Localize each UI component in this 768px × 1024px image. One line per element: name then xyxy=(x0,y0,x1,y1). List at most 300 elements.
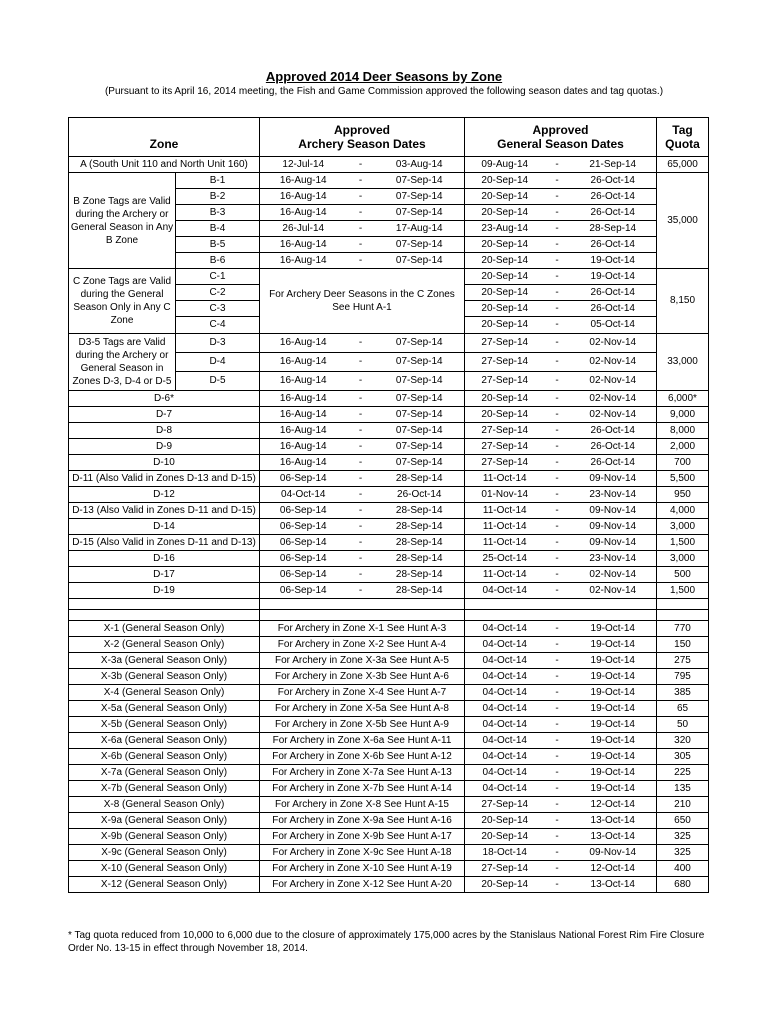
general-start-cell: 20-Sep-14 xyxy=(465,269,545,285)
dash-cell: - xyxy=(545,253,570,269)
dash-cell: - xyxy=(347,157,375,173)
archery-end-cell: 07-Sep-14 xyxy=(375,372,465,391)
dash-cell: - xyxy=(347,471,375,487)
quota-cell: 1,500 xyxy=(657,583,709,599)
archery-end-cell: 28-Sep-14 xyxy=(375,583,465,599)
general-start-cell: 20-Sep-14 xyxy=(465,829,545,845)
general-end-cell: 26-Oct-14 xyxy=(570,285,657,301)
quota-cell: 50 xyxy=(657,717,709,733)
table-row xyxy=(69,845,709,861)
zone-cell: D-8 xyxy=(69,423,260,439)
zone-cell: D-15 (Also Valid in Zones D-11 and D-13) xyxy=(69,535,260,551)
general-end-cell: 02-Nov-14 xyxy=(570,353,657,372)
quota-cell: 135 xyxy=(657,781,709,797)
zone-cell: D-11 (Also Valid in Zones D-13 and D-15) xyxy=(69,471,260,487)
subzone-cell: B-6 xyxy=(176,253,260,269)
dash-cell: - xyxy=(545,733,570,749)
dash-cell: - xyxy=(545,157,570,173)
archery-note-cell: For Archery in Zone X-5b See Hunt A-9 xyxy=(260,717,465,733)
dash-cell: - xyxy=(545,471,570,487)
general-start-cell: 04-Oct-14 xyxy=(465,765,545,781)
zone-cell: X-9c (General Season Only) xyxy=(69,845,260,861)
spacer-cell xyxy=(260,610,465,621)
general-start-cell: 20-Sep-14 xyxy=(465,205,545,221)
zone-group-label: D3-5 Tags are Valid during the Archery or General Season in Zones D-3, D-4 or D-5 xyxy=(69,334,176,391)
quota-cell: 770 xyxy=(657,621,709,637)
table-row xyxy=(69,535,709,551)
table-row xyxy=(69,669,709,685)
general-end-cell: 09-Nov-14 xyxy=(570,535,657,551)
general-start-cell: 04-Oct-14 xyxy=(465,669,545,685)
quota-cell: 33,000 xyxy=(657,334,709,391)
general-start-cell: 04-Oct-14 xyxy=(465,749,545,765)
table-row xyxy=(69,877,709,893)
archery-note-cell: For Archery Deer Seasons in the C Zones See Hunt A-1 xyxy=(260,269,465,334)
page-title: Approved 2014 Deer Seasons by Zone xyxy=(265,69,503,84)
general-end-cell: 23-Nov-14 xyxy=(570,551,657,567)
table-row xyxy=(69,685,709,701)
general-end-cell: 13-Oct-14 xyxy=(570,813,657,829)
general-end-cell: 12-Oct-14 xyxy=(570,797,657,813)
general-start-cell: 11-Oct-14 xyxy=(465,503,545,519)
zone-cell: X-7a (General Season Only) xyxy=(69,765,260,781)
table-row xyxy=(69,423,709,439)
general-start-cell: 20-Sep-14 xyxy=(465,301,545,317)
archery-end-cell: 03-Aug-14 xyxy=(375,157,465,173)
table-row xyxy=(69,733,709,749)
dash-cell: - xyxy=(545,877,570,893)
archery-note-cell: For Archery in Zone X-1 See Hunt A-3 xyxy=(260,621,465,637)
table-row xyxy=(69,439,709,455)
quota-cell: 3,000 xyxy=(657,519,709,535)
spacer-cell xyxy=(465,610,657,621)
dash-cell: - xyxy=(545,334,570,353)
zone-cell: X-1 (General Season Only) xyxy=(69,621,260,637)
general-start-cell: 20-Sep-14 xyxy=(465,285,545,301)
quota-cell: 795 xyxy=(657,669,709,685)
subzone-cell: B-4 xyxy=(176,221,260,237)
general-start-cell: 27-Sep-14 xyxy=(465,439,545,455)
general-end-cell: 02-Nov-14 xyxy=(570,391,657,407)
table-row xyxy=(69,269,709,285)
table-row xyxy=(69,797,709,813)
quota-cell: 8,000 xyxy=(657,423,709,439)
spacer-cell xyxy=(465,599,657,610)
dash-cell: - xyxy=(545,685,570,701)
archery-note-cell: For Archery in Zone X-3b See Hunt A-6 xyxy=(260,669,465,685)
general-end-cell: 26-Oct-14 xyxy=(570,439,657,455)
dash-cell: - xyxy=(545,487,570,503)
dash-cell: - xyxy=(545,205,570,221)
archery-start-cell: 06-Sep-14 xyxy=(260,503,347,519)
zone-cell: X-3b (General Season Only) xyxy=(69,669,260,685)
general-start-cell: 20-Sep-14 xyxy=(465,173,545,189)
general-start-cell: 04-Oct-14 xyxy=(465,583,545,599)
quota-cell: 9,000 xyxy=(657,407,709,423)
dash-cell: - xyxy=(347,439,375,455)
archery-start-cell: 06-Sep-14 xyxy=(260,567,347,583)
dash-cell: - xyxy=(545,583,570,599)
dash-cell: - xyxy=(545,189,570,205)
zone-cell: D-16 xyxy=(69,551,260,567)
archery-start-cell: 16-Aug-14 xyxy=(260,407,347,423)
archery-end-cell: 28-Sep-14 xyxy=(375,503,465,519)
archery-end-cell: 07-Sep-14 xyxy=(375,334,465,353)
quota-cell: 500 xyxy=(657,567,709,583)
subzone-cell: B-2 xyxy=(176,189,260,205)
general-end-cell: 26-Oct-14 xyxy=(570,173,657,189)
table-row xyxy=(69,861,709,877)
dash-cell: - xyxy=(347,253,375,269)
table-row xyxy=(69,701,709,717)
general-end-cell: 02-Nov-14 xyxy=(570,334,657,353)
archery-note-cell: For Archery in Zone X-2 See Hunt A-4 xyxy=(260,637,465,653)
general-end-cell: 13-Oct-14 xyxy=(570,877,657,893)
dash-cell: - xyxy=(545,285,570,301)
dash-cell: - xyxy=(545,845,570,861)
general-start-cell: 20-Sep-14 xyxy=(465,253,545,269)
general-end-cell: 12-Oct-14 xyxy=(570,861,657,877)
general-start-cell: 04-Oct-14 xyxy=(465,637,545,653)
zone-cell: D-17 xyxy=(69,567,260,583)
dash-cell: - xyxy=(545,503,570,519)
footnote: * Tag quota reduced from 10,000 to 6,000 due to the closure of approximately 175,000 acres by the Stanislaus National Forest Rim Fire Closure Order No. 13-15 in effect through November 18, 2014. xyxy=(68,930,705,954)
quota-cell: 650 xyxy=(657,813,709,829)
subzone-cell: B-5 xyxy=(176,237,260,253)
archery-end-cell: 17-Aug-14 xyxy=(375,221,465,237)
general-end-cell: 19-Oct-14 xyxy=(570,733,657,749)
general-start-cell: 20-Sep-14 xyxy=(465,877,545,893)
subzone-cell: C-4 xyxy=(176,317,260,334)
table-row xyxy=(69,487,709,503)
zone-cell: D-13 (Also Valid in Zones D-11 and D-15) xyxy=(69,503,260,519)
archery-end-cell: 07-Sep-14 xyxy=(375,237,465,253)
archery-header: Approved Archery Season Dates xyxy=(260,118,465,157)
table-row xyxy=(69,717,709,733)
general-end-cell: 19-Oct-14 xyxy=(570,717,657,733)
archery-start-cell: 06-Sep-14 xyxy=(260,551,347,567)
dash-cell: - xyxy=(545,221,570,237)
archery-start-cell: 04-Oct-14 xyxy=(260,487,347,503)
dash-cell: - xyxy=(347,237,375,253)
dash-cell: - xyxy=(347,503,375,519)
archery-start-cell: 06-Sep-14 xyxy=(260,519,347,535)
general-start-cell: 09-Aug-14 xyxy=(465,157,545,173)
general-start-cell: 18-Oct-14 xyxy=(465,845,545,861)
archery-note-cell: For Archery in Zone X-3a See Hunt A-5 xyxy=(260,653,465,669)
quota-cell: 950 xyxy=(657,487,709,503)
general-end-cell: 02-Nov-14 xyxy=(570,583,657,599)
archery-note-cell: For Archery in Zone X-5a See Hunt A-8 xyxy=(260,701,465,717)
archery-start-cell: 16-Aug-14 xyxy=(260,189,347,205)
zone-cell: X-5b (General Season Only) xyxy=(69,717,260,733)
dash-cell: - xyxy=(545,797,570,813)
deer-seasons-table xyxy=(68,117,709,893)
general-start-cell: 04-Oct-14 xyxy=(465,653,545,669)
table-row xyxy=(69,567,709,583)
quota-cell: 700 xyxy=(657,455,709,471)
general-start-cell: 25-Oct-14 xyxy=(465,551,545,567)
general-start-cell: 11-Oct-14 xyxy=(465,567,545,583)
dash-cell: - xyxy=(545,423,570,439)
general-end-cell: 02-Nov-14 xyxy=(570,407,657,423)
archery-start-cell: 16-Aug-14 xyxy=(260,205,347,221)
table-row xyxy=(69,551,709,567)
archery-end-cell: 28-Sep-14 xyxy=(375,567,465,583)
archery-start-cell: 16-Aug-14 xyxy=(260,253,347,269)
table-row xyxy=(69,653,709,669)
quota-cell: 5,500 xyxy=(657,471,709,487)
dash-cell: - xyxy=(545,439,570,455)
table-row xyxy=(69,610,709,621)
general-end-cell: 05-Oct-14 xyxy=(570,317,657,334)
archery-end-cell: 07-Sep-14 xyxy=(375,205,465,221)
dash-cell: - xyxy=(545,353,570,372)
archery-end-cell: 07-Sep-14 xyxy=(375,455,465,471)
archery-start-cell: 16-Aug-14 xyxy=(260,439,347,455)
zone-cell: A (South Unit 110 and North Unit 160) xyxy=(69,157,260,173)
dash-cell: - xyxy=(545,407,570,423)
table-header-row xyxy=(69,118,709,157)
table-row xyxy=(69,583,709,599)
general-header: Approved General Season Dates xyxy=(465,118,657,157)
general-start-cell: 04-Oct-14 xyxy=(465,717,545,733)
table-row xyxy=(69,173,709,189)
quota-cell: 65 xyxy=(657,701,709,717)
general-start-cell: 27-Sep-14 xyxy=(465,455,545,471)
archery-end-cell: 07-Sep-14 xyxy=(375,173,465,189)
dash-cell: - xyxy=(545,701,570,717)
dash-cell: - xyxy=(545,455,570,471)
general-start-cell: 20-Sep-14 xyxy=(465,189,545,205)
general-end-cell: 19-Oct-14 xyxy=(570,253,657,269)
table-row xyxy=(69,455,709,471)
general-end-cell: 26-Oct-14 xyxy=(570,455,657,471)
table-row xyxy=(69,503,709,519)
dash-cell: - xyxy=(545,829,570,845)
general-start-cell: 27-Sep-14 xyxy=(465,334,545,353)
general-start-cell: 27-Sep-14 xyxy=(465,372,545,391)
quota-cell: 275 xyxy=(657,653,709,669)
general-start-cell: 04-Oct-14 xyxy=(465,701,545,717)
dash-cell: - xyxy=(545,301,570,317)
general-start-cell: 20-Sep-14 xyxy=(465,317,545,334)
table-row xyxy=(69,519,709,535)
dash-cell: - xyxy=(545,749,570,765)
general-end-cell: 19-Oct-14 xyxy=(570,685,657,701)
quota-cell: 210 xyxy=(657,797,709,813)
archery-end-cell: 26-Oct-14 xyxy=(375,487,465,503)
general-end-cell: 19-Oct-14 xyxy=(570,269,657,285)
spacer-cell xyxy=(69,599,260,610)
table-row xyxy=(69,749,709,765)
archery-end-cell: 07-Sep-14 xyxy=(375,407,465,423)
general-start-cell: 04-Oct-14 xyxy=(465,685,545,701)
general-end-cell: 26-Oct-14 xyxy=(570,423,657,439)
general-end-cell: 26-Oct-14 xyxy=(570,189,657,205)
zone-cell: X-9b (General Season Only) xyxy=(69,829,260,845)
quota-cell: 150 xyxy=(657,637,709,653)
general-end-cell: 19-Oct-14 xyxy=(570,749,657,765)
archery-start-cell: 16-Aug-14 xyxy=(260,391,347,407)
dash-cell: - xyxy=(347,353,375,372)
quota-cell: 325 xyxy=(657,829,709,845)
dash-cell: - xyxy=(545,551,570,567)
dash-cell: - xyxy=(347,455,375,471)
general-end-cell: 09-Nov-14 xyxy=(570,471,657,487)
archery-start-cell: 16-Aug-14 xyxy=(260,423,347,439)
archery-start-cell: 06-Sep-14 xyxy=(260,583,347,599)
dash-cell: - xyxy=(545,391,570,407)
table-row xyxy=(69,813,709,829)
dash-cell: - xyxy=(545,567,570,583)
archery-start-cell: 26-Jul-14 xyxy=(260,221,347,237)
subzone-cell: B-1 xyxy=(176,173,260,189)
general-end-cell: 19-Oct-14 xyxy=(570,781,657,797)
general-start-cell: 27-Sep-14 xyxy=(465,861,545,877)
dash-cell: - xyxy=(545,269,570,285)
archery-end-cell: 07-Sep-14 xyxy=(375,423,465,439)
archery-start-cell: 06-Sep-14 xyxy=(260,535,347,551)
quota-cell: 385 xyxy=(657,685,709,701)
dash-cell: - xyxy=(347,173,375,189)
dash-cell: - xyxy=(545,317,570,334)
dash-cell: - xyxy=(347,567,375,583)
general-start-cell: 27-Sep-14 xyxy=(465,423,545,439)
dash-cell: - xyxy=(347,551,375,567)
quota-cell: 8,150 xyxy=(657,269,709,334)
dash-cell: - xyxy=(347,423,375,439)
spacer-cell xyxy=(657,599,709,610)
table-row xyxy=(69,407,709,423)
quota-cell: 305 xyxy=(657,749,709,765)
dash-cell: - xyxy=(545,653,570,669)
archery-note-cell: For Archery in Zone X-9c See Hunt A-18 xyxy=(260,845,465,861)
zone-cell: X-4 (General Season Only) xyxy=(69,685,260,701)
archery-end-cell: 07-Sep-14 xyxy=(375,391,465,407)
archery-start-cell: 16-Aug-14 xyxy=(260,237,347,253)
quota-cell: 1,500 xyxy=(657,535,709,551)
archery-start-cell: 16-Aug-14 xyxy=(260,372,347,391)
dash-cell: - xyxy=(347,221,375,237)
archery-end-cell: 28-Sep-14 xyxy=(375,471,465,487)
general-end-cell: 19-Oct-14 xyxy=(570,653,657,669)
subzone-cell: D-4 xyxy=(176,353,260,372)
archery-end-cell: 07-Sep-14 xyxy=(375,253,465,269)
dash-cell: - xyxy=(545,669,570,685)
quota-cell: 320 xyxy=(657,733,709,749)
general-start-cell: 23-Aug-14 xyxy=(465,221,545,237)
archery-start-cell: 06-Sep-14 xyxy=(260,471,347,487)
quota-cell: 4,000 xyxy=(657,503,709,519)
subzone-cell: C-3 xyxy=(176,301,260,317)
zone-cell: X-2 (General Season Only) xyxy=(69,637,260,653)
page-subtitle: (Pursuant to its April 16, 2014 meeting, the Fish and Game Commission approved the following season dates and tag quotas.) xyxy=(104,86,664,97)
archery-end-cell: 28-Sep-14 xyxy=(375,551,465,567)
zone-cell: X-8 (General Season Only) xyxy=(69,797,260,813)
dash-cell: - xyxy=(545,535,570,551)
general-start-cell: 04-Oct-14 xyxy=(465,781,545,797)
general-end-cell: 09-Nov-14 xyxy=(570,845,657,861)
zone-header: Zone xyxy=(69,118,260,157)
spacer-cell xyxy=(657,610,709,621)
general-end-cell: 23-Nov-14 xyxy=(570,487,657,503)
table-row xyxy=(69,781,709,797)
general-end-cell: 26-Oct-14 xyxy=(570,205,657,221)
dash-cell: - xyxy=(545,621,570,637)
table-row xyxy=(69,391,709,407)
general-end-cell: 09-Nov-14 xyxy=(570,519,657,535)
general-end-cell: 26-Oct-14 xyxy=(570,237,657,253)
dash-cell: - xyxy=(545,519,570,535)
zone-cell: D-12 xyxy=(69,487,260,503)
general-end-cell: 02-Nov-14 xyxy=(570,372,657,391)
zone-cell: X-12 (General Season Only) xyxy=(69,877,260,893)
general-end-cell: 28-Sep-14 xyxy=(570,221,657,237)
table-row xyxy=(69,157,709,173)
general-start-cell: 11-Oct-14 xyxy=(465,519,545,535)
spacer-cell xyxy=(69,610,260,621)
archery-end-cell: 07-Sep-14 xyxy=(375,353,465,372)
general-end-cell: 26-Oct-14 xyxy=(570,301,657,317)
general-end-cell: 02-Nov-14 xyxy=(570,567,657,583)
zone-cell: X-5a (General Season Only) xyxy=(69,701,260,717)
general-start-cell: 27-Sep-14 xyxy=(465,353,545,372)
general-start-cell: 20-Sep-14 xyxy=(465,813,545,829)
dash-cell: - xyxy=(545,717,570,733)
general-end-cell: 19-Oct-14 xyxy=(570,637,657,653)
table-row xyxy=(69,599,709,610)
subzone-cell: D-5 xyxy=(176,372,260,391)
general-start-cell: 20-Sep-14 xyxy=(465,237,545,253)
archery-note-cell: For Archery in Zone X-8 See Hunt A-15 xyxy=(260,797,465,813)
dash-cell: - xyxy=(347,407,375,423)
quota-header: Tag Quota xyxy=(657,118,709,157)
general-start-cell: 27-Sep-14 xyxy=(465,797,545,813)
dash-cell: - xyxy=(545,237,570,253)
zone-cell: D-14 xyxy=(69,519,260,535)
archery-end-cell: 28-Sep-14 xyxy=(375,519,465,535)
table-row xyxy=(69,334,709,353)
table-row xyxy=(69,765,709,781)
general-end-cell: 19-Oct-14 xyxy=(570,701,657,717)
subzone-cell: C-2 xyxy=(176,285,260,301)
dash-cell: - xyxy=(347,189,375,205)
subzone-cell: B-3 xyxy=(176,205,260,221)
zone-cell: X-7b (General Season Only) xyxy=(69,781,260,797)
zone-cell: D-6* xyxy=(69,391,260,407)
subzone-cell: D-3 xyxy=(176,334,260,353)
dash-cell: - xyxy=(347,519,375,535)
archery-note-cell: For Archery in Zone X-9b See Hunt A-17 xyxy=(260,829,465,845)
zone-group-label: C Zone Tags are Valid during the General Season Only in Any C Zone xyxy=(69,269,176,334)
zone-cell: X-3a (General Season Only) xyxy=(69,653,260,669)
archery-start-cell: 16-Aug-14 xyxy=(260,353,347,372)
general-end-cell: 13-Oct-14 xyxy=(570,829,657,845)
general-start-cell: 20-Sep-14 xyxy=(465,391,545,407)
archery-note-cell: For Archery in Zone X-6a See Hunt A-11 xyxy=(260,733,465,749)
dash-cell: - xyxy=(347,391,375,407)
zone-cell: D-19 xyxy=(69,583,260,599)
table-row xyxy=(69,471,709,487)
archery-note-cell: For Archery in Zone X-10 See Hunt A-19 xyxy=(260,861,465,877)
dash-cell: - xyxy=(347,535,375,551)
general-start-cell: 11-Oct-14 xyxy=(465,535,545,551)
general-end-cell: 21-Sep-14 xyxy=(570,157,657,173)
archery-note-cell: For Archery in Zone X-9a See Hunt A-16 xyxy=(260,813,465,829)
zone-cell: D-7 xyxy=(69,407,260,423)
quota-cell: 6,000* xyxy=(657,391,709,407)
